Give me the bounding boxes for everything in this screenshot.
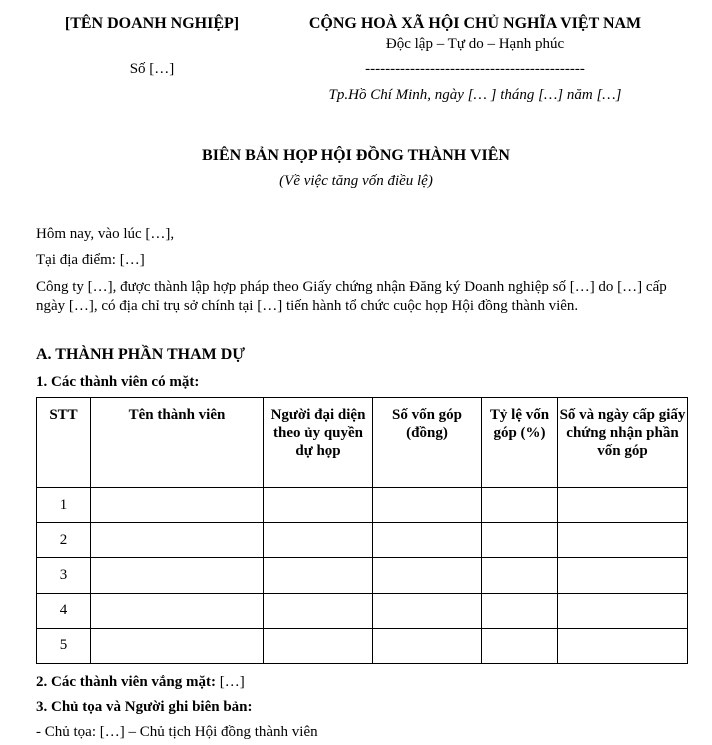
- chair-line: - Chủ tọa: […] – Chủ tịch Hội đồng thành viên: [36, 724, 318, 740]
- table-cell: [558, 558, 688, 593]
- table-cell: [264, 488, 373, 523]
- absent-members-value: […]: [216, 674, 245, 690]
- nation-heading: CỘNG HOÀ XÃ HỘI CHỦ NGHĨA VIỆT NAM: [308, 15, 642, 32]
- table-row: [37, 488, 688, 523]
- members-table: [36, 397, 688, 664]
- table-row: [37, 593, 688, 628]
- table-cell: [264, 628, 373, 663]
- intro-company: Công ty […], được thành lập hợp pháp theo Giấy chứng nhận Đăng ký Doanh nghiệp số […] do […] cấp ngày […], có địa chỉ trụ sở chính tại […] tiến hành tổ chức cuộc họp Hội đồng thành viên.: [36, 279, 667, 314]
- col-stt: STT: [37, 398, 91, 488]
- table-cell: [482, 523, 558, 558]
- org-name: [TÊN DOANH NGHIỆP]: [64, 15, 240, 32]
- table-cell: [91, 523, 264, 558]
- absent-members-label: 2. Các thành viên vắng mặt:: [36, 674, 217, 690]
- section-a-heading: A. THÀNH PHẦN THAM DỰ: [36, 346, 246, 363]
- col-representative: Người đại diện theo ủy quyền dự họp: [264, 398, 373, 488]
- col-member-name: Tên thành viên: [91, 398, 264, 488]
- table-cell: [482, 593, 558, 628]
- chair-secretary-heading: 3. Chủ tọa và Người ghi biên bản:: [36, 699, 253, 715]
- document-title: BIÊN BẢN HỌP HỘI ĐỒNG THÀNH VIÊN: [202, 147, 510, 164]
- table-cell: [91, 628, 264, 663]
- table-cell: [373, 558, 482, 593]
- table-cell: [91, 558, 264, 593]
- table-cell: [264, 523, 373, 558]
- table-cell: [558, 628, 688, 663]
- table-row: [37, 628, 688, 663]
- table-row: [37, 558, 688, 593]
- intro-time: Hôm nay, vào lúc […],: [36, 226, 175, 242]
- table-cell: [558, 593, 688, 628]
- col-certificate: Số và ngày cấp giấy chứng nhận phần vốn góp: [558, 398, 688, 488]
- col-capital: Số vốn góp (đồng): [373, 398, 482, 488]
- table-cell: 4: [37, 593, 91, 628]
- document-subtitle: (Về việc tăng vốn điều lệ): [279, 173, 433, 189]
- place-date: Tp.Hồ Chí Minh, ngày [… ] tháng […] năm […]: [328, 87, 622, 103]
- table-cell: [558, 523, 688, 558]
- table-cell: [482, 488, 558, 523]
- table-cell: [373, 628, 482, 663]
- table-cell: 3: [37, 558, 91, 593]
- header-separator: --------------------------------------------: [365, 61, 585, 77]
- table-cell: [373, 523, 482, 558]
- table-cell: 5: [37, 628, 91, 663]
- table-cell: [373, 488, 482, 523]
- col-ratio: Tỷ lệ vốn góp (%): [482, 398, 558, 488]
- doc-number: Số […]: [129, 61, 175, 77]
- present-members-heading: 1. Các thành viên có mặt:: [36, 374, 200, 390]
- absent-members-line: [36, 674, 245, 691]
- table-cell: 2: [37, 523, 91, 558]
- table-cell: [373, 593, 482, 628]
- table-cell: [482, 628, 558, 663]
- table-header-row: [37, 398, 688, 488]
- intro-place: Tại địa điểm: […]: [36, 252, 145, 268]
- table-cell: [91, 488, 264, 523]
- table-cell: [482, 558, 558, 593]
- table-row: [37, 523, 688, 558]
- table-cell: [91, 593, 264, 628]
- table-cell: 1: [37, 488, 91, 523]
- motto: Độc lập – Tự do – Hạnh phúc: [385, 36, 565, 52]
- table-cell: [264, 593, 373, 628]
- table-cell: [558, 488, 688, 523]
- table-cell: [264, 558, 373, 593]
